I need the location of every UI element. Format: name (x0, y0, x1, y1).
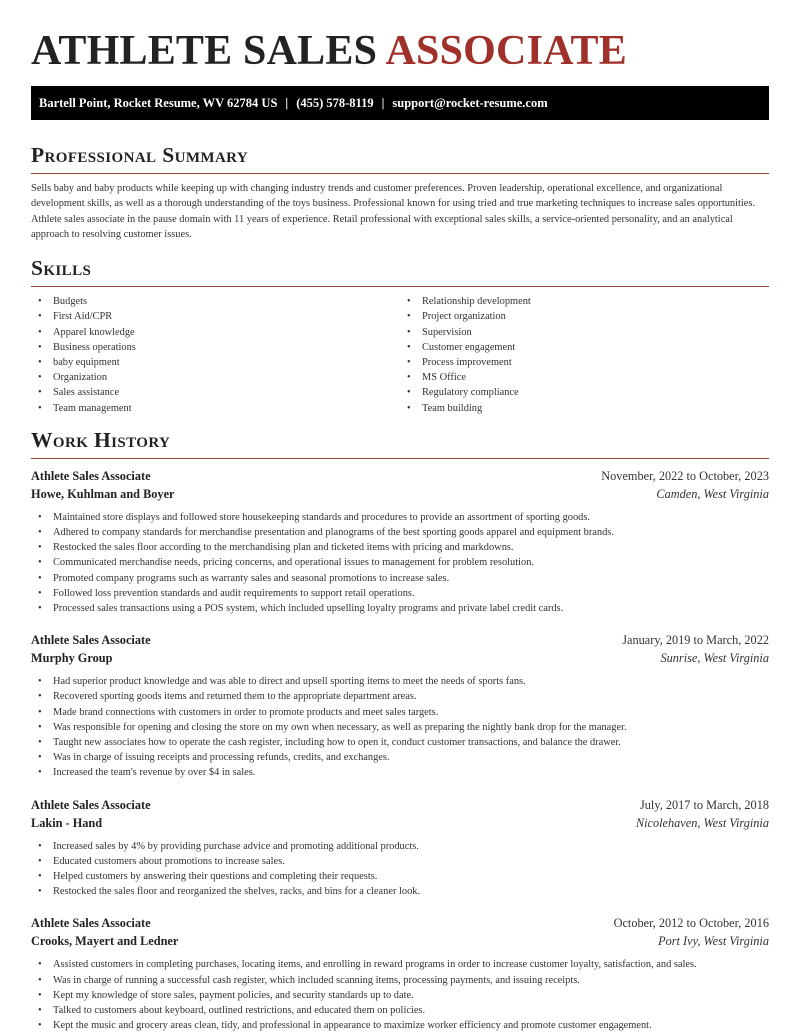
skill-item: • Team management (31, 401, 400, 416)
duty-item: • Kept the music and grocery areas clean, tidy, and professional in appearance to maximize worker efficiency and promote customer engagement. (31, 1018, 769, 1033)
job-duties (31, 674, 769, 780)
job-entry (31, 467, 769, 616)
duty-item: • Educated customers about promotions to increase sales. (31, 854, 769, 869)
duty-item: • Promoted company programs such as warranty sales and seasonal promotions to increase sales. (31, 571, 769, 586)
skill-item: • Business operations (31, 340, 400, 355)
duty-item: • Restocked the sales floor and reorganized the shelves, racks, and bins for a cleaner look. (31, 884, 769, 899)
duty-item: • Taught new associates how to operate the cash register, including how to open it, conduct customer transactions, and balance the drawer. (31, 735, 769, 750)
duty-item: • Talked to customers about keyboard, outlined restrictions, and educated them on policies. (31, 1003, 769, 1018)
job-dates: January, 2019 to March, 2022 (622, 633, 769, 648)
title-name-first: ATHLETE SALES (31, 28, 378, 74)
duty-item: • Kept my knowledge of store sales, payment policies, and security standards up to date. (31, 988, 769, 1003)
contact-address: Bartell Point, Rocket Resume, WV 62784 US (39, 95, 278, 110)
skill-item: • Organization (31, 370, 400, 385)
job-dates: November, 2022 to October, 2023 (601, 468, 769, 483)
job-entry (31, 796, 769, 900)
job-employer-row (31, 814, 769, 832)
job-dates: October, 2012 to October, 2016 (613, 916, 769, 931)
skill-item: • First Aid/CPR (31, 309, 400, 324)
skills-column-left (31, 294, 400, 416)
resume-title (31, 0, 769, 86)
duty-item: • Assisted customers in completing purchases, locating items, and enrolling in reward programs in order to increase customer loyalty, satisfaction, and sales. (31, 957, 769, 972)
job-header-row (31, 467, 769, 485)
job-duties (31, 839, 769, 900)
job-header-row (31, 914, 769, 932)
job-title: Athlete Sales Associate (31, 633, 151, 648)
section-divider (31, 173, 769, 174)
skill-item: • MS Office (400, 370, 769, 385)
duty-item: • Recovered sporting goods items and returned them to the appropriate department areas. (31, 689, 769, 704)
duty-item: • Was responsible for opening and closing the store on my own when necessary, as well as preparing the nightly bank drop for the manager. (31, 720, 769, 735)
duty-item: • Helped customers by answering their questions and completing their requests. (31, 869, 769, 884)
skills-heading: Skills (31, 256, 92, 281)
section-divider (31, 286, 769, 287)
duty-item: • Increased sales by 4% by providing purchase advice and promoting additional products. (31, 839, 769, 854)
duty-item: • Processed sales transactions using a POS system, which included upselling loyalty programs and private label credit cards. (31, 601, 769, 616)
summary-text: Sells baby and baby products while keeping up with changing industry trends and customer preferences. Proven leadership, operational excellence, and organizational development skills, as well as a thorough understanding of the toys business. Professional known for using tried and true marketing techniques to increase sales opportunities. Athlete sales associate in the pause domain with 11 years of experience. Retail professional with exceptional sales skills, a service-oriented personality, and an analytical approach to resolving customer issues. (31, 183, 756, 240)
job-title: Athlete Sales Associate (31, 797, 151, 812)
job-title: Athlete Sales Associate (31, 468, 151, 483)
job-duties (31, 957, 769, 1033)
job-header-row (31, 631, 769, 649)
skill-item: • Team building (400, 401, 769, 416)
summary-heading: Professional Summary (31, 143, 249, 167)
job-company: Murphy Group (31, 651, 113, 666)
job-duties (31, 510, 769, 616)
contact-separator: | (285, 95, 289, 110)
title-name-last: ASSOCIATE (385, 28, 627, 74)
job-dates: July, 2017 to March, 2018 (640, 797, 769, 812)
duty-item: • Adhered to company standards for merchandise presentation and planograms of the best sporting goods apparel and equipment brands. (31, 525, 769, 540)
job-location: Sunrise, West Virginia (660, 651, 769, 666)
job-employer-row (31, 485, 769, 503)
duty-item: • Communicated merchandise needs, pricing concerns, and operational issues to management for problem resolution. (31, 555, 769, 570)
skill-item: • Sales assistance (31, 385, 400, 400)
section-divider (31, 458, 769, 459)
job-company: Crooks, Mayert and Ledner (31, 934, 179, 949)
skill-item: • Relationship development (400, 294, 769, 309)
job-employer-row (31, 932, 769, 950)
skill-item: • Supervision (400, 325, 769, 340)
skill-item: • Apparel knowledge (31, 325, 400, 340)
job-title: Athlete Sales Associate (31, 916, 151, 931)
skill-item: • Customer engagement (400, 340, 769, 355)
duty-item: • Had superior product knowledge and was able to direct and upsell sporting items to meet the needs of sports fans. (31, 674, 769, 689)
job-company: Howe, Kuhlman and Boyer (31, 486, 175, 501)
job-entry (31, 631, 769, 780)
contact-phone: (455) 578-8119 (296, 95, 374, 110)
duty-item: • Followed loss prevention standards and audit requirements to support retail operations. (31, 586, 769, 601)
job-entry (31, 914, 769, 1033)
job-location: Port Ivy, West Virginia (658, 934, 769, 949)
job-company: Lakin - Hand (31, 815, 103, 830)
skills-column-right (400, 294, 769, 416)
duty-item: • Made brand connections with customers in order to promote products and meet sales targets. (31, 705, 769, 720)
duty-item: • Was in charge of running a successful cash register, which included scanning items, processing payments, and issuing receipts. (31, 973, 769, 988)
job-location: Nicolehaven, West Virginia (635, 815, 769, 830)
skill-item: • baby equipment (31, 355, 400, 370)
skills-grid (31, 294, 769, 416)
duty-item: • Restocked the sales floor according to the merchandising plan and ticketed items with pricing and markdowns. (31, 540, 769, 555)
work-history-heading: Work History (31, 427, 171, 452)
skill-item: • Budgets (31, 294, 400, 309)
skill-item: • Project organization (400, 309, 769, 324)
contact-separator: | (381, 95, 385, 110)
duty-item: • Increased the team's revenue by over $4 in sales. (31, 765, 769, 780)
contact-bar (31, 86, 769, 120)
duty-item: • Maintained store displays and followed store housekeeping standards and procedures to provide an assortment of sporting goods. (31, 510, 769, 525)
job-location: Camden, West Virginia (656, 486, 769, 501)
job-header-row (31, 796, 769, 814)
job-employer-row (31, 649, 769, 667)
skill-item: • Regulatory compliance (400, 385, 769, 400)
contact-email: support@rocket-resume.com (392, 95, 548, 110)
skill-item: • Process improvement (400, 355, 769, 370)
duty-item: • Was in charge of issuing receipts and processing refunds, credits, and exchanges. (31, 750, 769, 765)
